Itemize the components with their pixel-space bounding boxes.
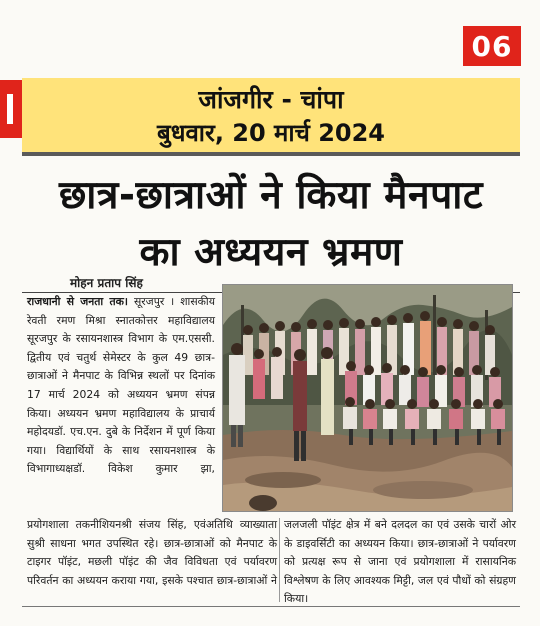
column-divider: [279, 518, 280, 602]
article-body-left: सूरजपुर । शासकीय रेवती रमण मिश्रा स्नातकोत्तर महाविद्यालय सूरजपुर के रसायनशास्त्र विभाग के एम.एससी. द्वितीय एवं चतुर्थ सेमेस्टर के कुल 49 छात्र-छात्राओं ने मैनपाट के विभिन्न स्थलों पर दिनांक 17 मार्च 2024 को अध्ययन भ्रमण संपन्न किया। अध्ययन भ्रमण महाविद्यालय के प्राचार्य महोदयडॉ. एच.एन. दुबे के निर्देशन में पूर्ण किया गया। विद्यार्थियों के साथ रसायनशास्त्र के विभागाध्यक्षडॉ. विकेश कुमार झा,: [27, 295, 215, 476]
byline: मोहन प्रताप सिंह: [70, 276, 143, 290]
group-photo: [222, 284, 513, 512]
article-left-column: [27, 293, 215, 479]
article-lead: राजधानी से जनता तक।: [27, 295, 129, 308]
footer-divider: [22, 606, 520, 607]
article-body-bottom-left: प्रयोगशाला तकनीशियनश्री संजय सिंह, एवंअतिथि व्याख्याता सुश्री साधना भगत उपस्थित रहे। छात्र-छात्राओं को मैनपाट के टाइगर पॉइंट, मछली पॉइंट की जैव विविधता एवं पर्यावरण परिवर्तन का अध्ययन कराया गया, इसके पश्चात छात्र-छात्राओं ने: [27, 518, 277, 587]
headline-line-1: छात्र-छात्राओं ने किया मैनपाट: [58, 173, 484, 218]
header-divider: [22, 152, 520, 156]
headline-line-2: का अध्ययन भ्रमण: [139, 230, 403, 275]
group-photo-illustration: [223, 285, 512, 511]
section-tab-marker: [0, 80, 22, 138]
article-body-bottom-right: जलजली पॉइंट क्षेत्र में बने दलदल का एवं उसके चारों ओर के डाइवर्सिटी का अध्ययन किया। छात्र-छात्राओं ने पर्यावरण को प्रत्यक्ष रूप से जाना एवं प्रयोगशाला में रासायनिक विश्लेषण के लिए आवश्यक मिट्टी, जल एवं पौधों को संग्रहण किया।: [284, 518, 516, 606]
issue-date: बुधवार, 20 मार्च 2024: [156, 119, 386, 147]
page-number: 06: [463, 26, 521, 66]
section-header: [22, 78, 520, 152]
section-title: जांजगीर - चांपा: [198, 85, 344, 114]
